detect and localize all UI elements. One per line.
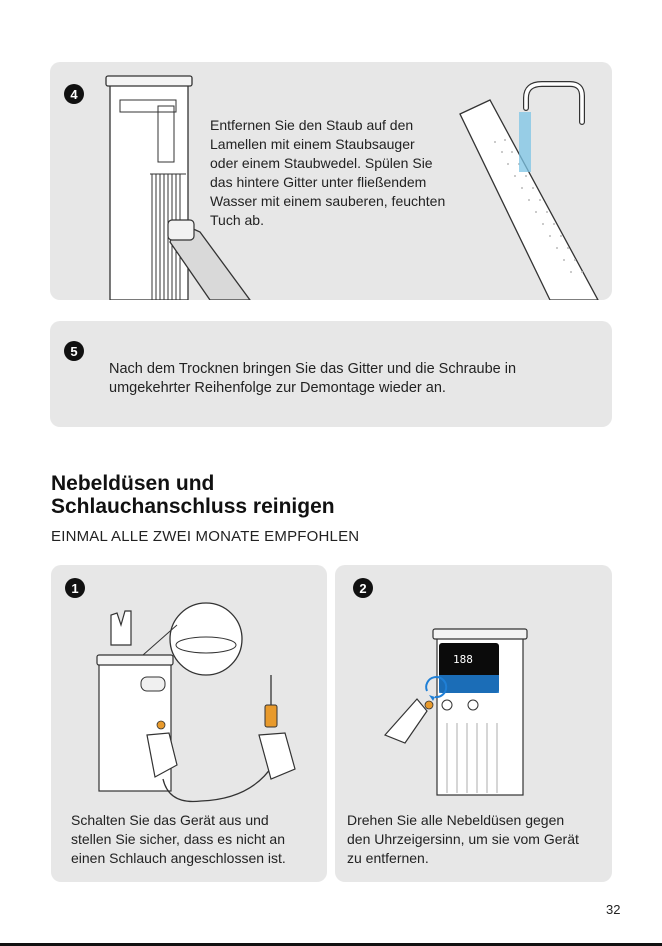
step-2-instruction: Drehen Sie alle Nebeldüsen gegen den Uhrzeigersinn, um sie vom Gerät zu entfernen. bbox=[347, 812, 579, 866]
step-1-number: 1 bbox=[65, 578, 85, 598]
step-5-card bbox=[50, 321, 612, 427]
step-1-instruction: Schalten Sie das Gerät aus und stellen Sie sicher, dass es nicht an einen Schlauch angeschlossen ist. bbox=[71, 812, 286, 866]
step-5-number: 5 bbox=[64, 341, 84, 361]
section-title bbox=[51, 472, 335, 518]
page-number: 32 bbox=[606, 902, 621, 917]
step-1-card bbox=[51, 565, 327, 882]
section-title-line-1: Nebeldüsen und bbox=[51, 472, 215, 495]
display-reading: 188 bbox=[453, 653, 473, 666]
step-4-instruction: Entfernen Sie den Staub auf den Lamellen mit einem Staubsauger oder einem Staubwedel. Spülen Sie das hintere Gitter unter fließendem Wasser mit einem sauberen, feuchten Tuch ab. bbox=[210, 117, 446, 228]
step-4-number: 4 bbox=[64, 84, 84, 104]
step-5-instruction: Nach dem Trocknen bringen Sie das Gitter und die Schraube in umgekehrter Reihenfolge zur Demontage wieder an. bbox=[109, 361, 517, 396]
step-4-card bbox=[50, 62, 612, 300]
section-subtitle: EINMAL ALLE ZWEI MONATE EMPFOHLEN bbox=[51, 528, 360, 545]
step-2-card bbox=[335, 565, 612, 882]
step-2-number: 2 bbox=[353, 578, 373, 598]
section-title-line-2: Schlauchanschluss reinigen bbox=[51, 495, 335, 518]
